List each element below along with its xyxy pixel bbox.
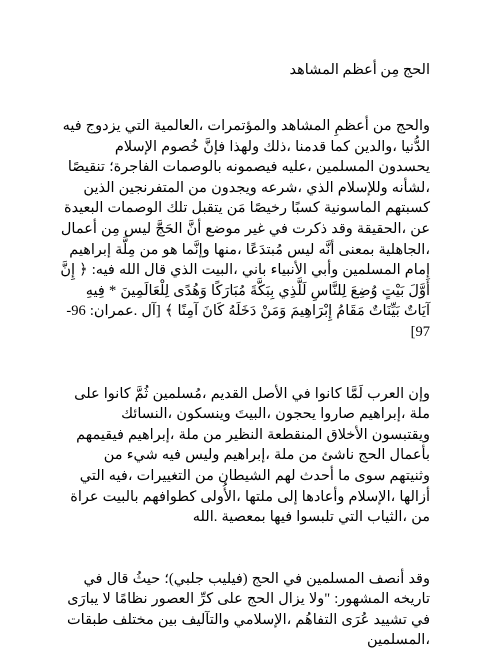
paragraph-1: والحج من أعظمِ المشاهد والمؤتمرات ،العالمية التي يزدوج فيه الدُّنيا ،والدين كما قدمنا ،ذلك ولهذا فإنَّ خُصوم الإسلام يحسدون المسلمين ،عليه فيصمونه بالوصمات الفاجرة؛ تنقيصًا ،لشأنه وللإسلام الذي ،شرعه ويجدون من المتفرنجين الذين كسبتهم الماسونية كسبًا رخيصًا مَن يتقبل تلك الوصمات البعيدة عن ،الحقيقة وقد ذكرت في غير موضع أنَّ الحَجَّ ليس مِن أعمال ،الجاهلية بمعنى أنَّه ليس مُبتدَعًا ،منها وإنَّما هو من مِلَّة إبراهيم إمام المسلمين وأبي الأنبياء باني ،البيت الذي قال الله فيه: ﴿ إِنَّ أَوَّلَ بَيْتٍ وُضِعَ لِلنَّاسِ لَلَّذِي بِبَكَّةَ مُبَارَكًا وَهُدًى لِلْعَالَمِينَ * فِيهِ آيَاتٌ بَيِّنَاتٌ مَقَامُ إِبْرَاهِيمَ وَمَنْ دَخَلَهُ كَانَ آمِنًا ﴾ [آل .عمران: 96- 97] bbox=[60, 118, 430, 340]
document-title: الحج مِن أعظم المشاهد bbox=[289, 62, 430, 78]
paragraph-3: وقد أنصف المسلمين في الحج (فيليب جلبي)؛ حيثُ قال في تاريخه المشهور: "ولا يزال الحج على كرِّ العصور نظامًا لا يبارَى في تشييد عُرَى التفاهُم ،الإسلامي والتآليف بين مختلف طبقات ،المسلمين bbox=[67, 570, 430, 649]
paragraph-2: وإن العرب لَمَّا كانوا في الأصل القديم ،مُسلمين ثُمَّ كانوا على ملة ،إبراهيم صاروا يحجون ،البيتَ وينسكون ،النسائك ويقتبسون الأخلاق المنقطعة النظير من ملة ،إبراهيم فيقيمهم بأعمال الحج ناشئ من ملة ،إبراهيم وليس فيه شيء من وثنيتهم سوى ما أحدث لهم الشيطان من التغييرات ،فيه التي أزالها ،الإسلام وأعادها إلى ملتها ،الأُولى كطوافهم بالبيت عراة من ،الثياب التي تلبسوا فيها بمعصية .الله bbox=[70, 385, 430, 526]
